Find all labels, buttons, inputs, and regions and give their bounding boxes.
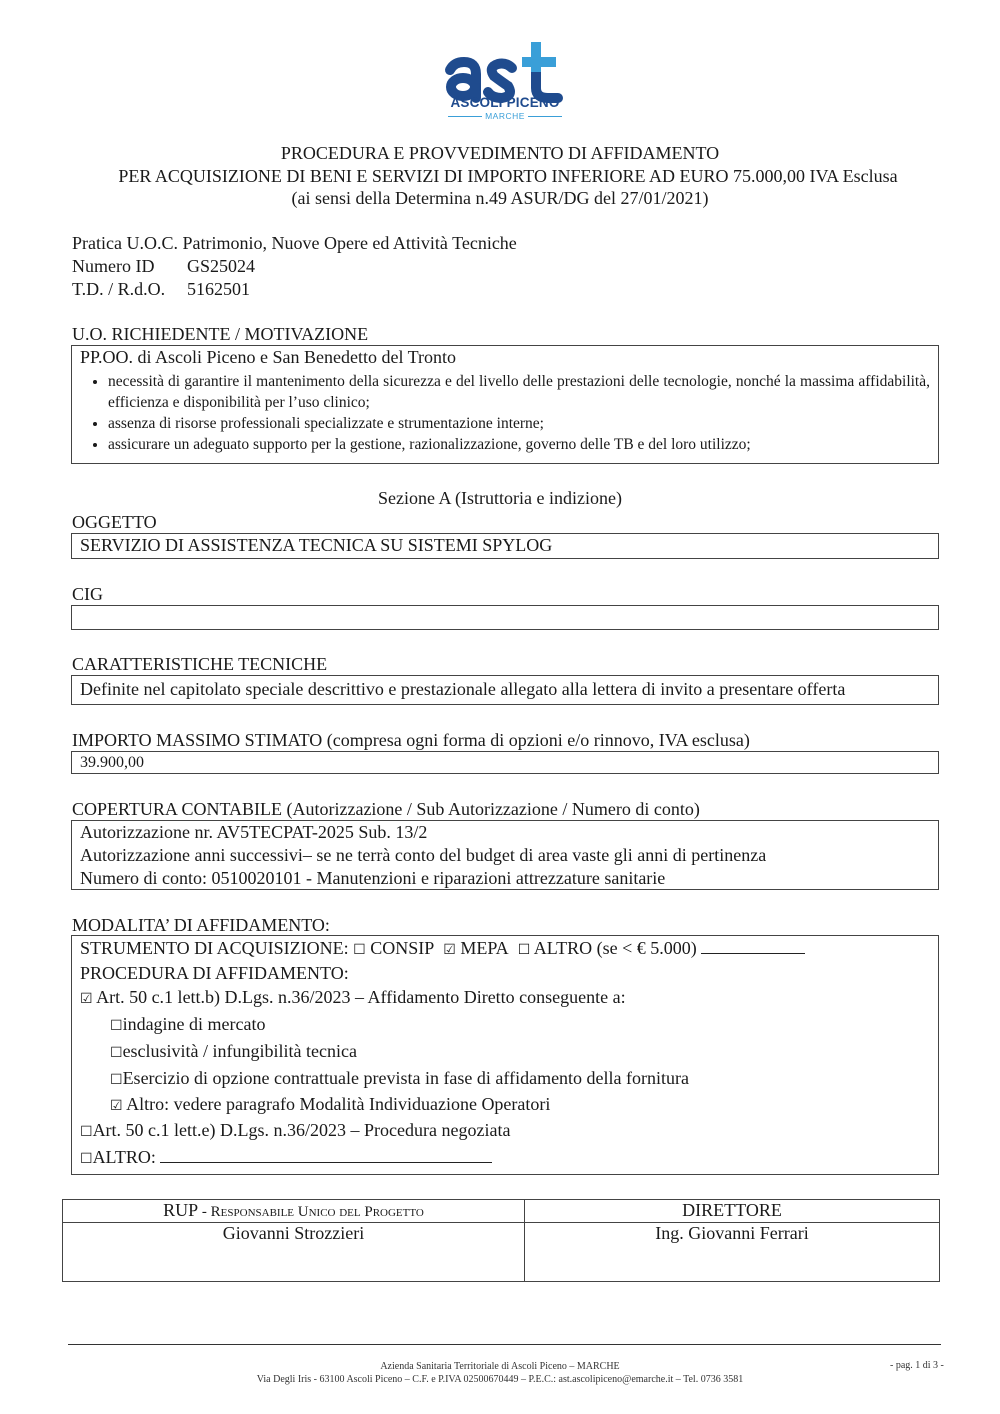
altro-sub-checkbox[interactable]: ☑: [110, 1098, 123, 1114]
pratica-info: [72, 232, 517, 301]
altro-sub-label: Altro: vedere paragrafo Modalità Individuazione Operatori: [126, 1094, 551, 1114]
logo-name: ASCOLI PICENO: [450, 95, 560, 110]
esercizio-label: Esercizio di opzione contrattuale prevista in fase di affidamento della fornitura: [122, 1068, 690, 1088]
rup-label: RUP: [163, 1200, 199, 1220]
direttore-name: Ing. Giovanni Ferrari: [525, 1223, 940, 1282]
numero-id-label: Numero ID: [72, 256, 155, 276]
mepa-checkbox[interactable]: ☑: [443, 942, 456, 958]
altro-strumento-label: ALTRO (se < € 5.000): [533, 938, 697, 958]
plus-cross-icon: [522, 42, 556, 72]
signature-table: [62, 1199, 940, 1282]
art-b-row: [72, 984, 938, 1012]
motivazione-list: [72, 371, 938, 455]
art-e-row: [72, 1118, 938, 1145]
indagine-label: indagine di mercato: [122, 1014, 266, 1034]
motivazione-bullet: • assenza di risorse professionali specializzate e strumentazione interne;: [108, 413, 938, 434]
footer-divider: [68, 1344, 941, 1345]
altro-strumento-blank[interactable]: [701, 939, 805, 954]
rup-name: Giovanni Strozzieri: [63, 1223, 525, 1282]
doc-title-line3: (ai sensi della Determina n.49 ASUR/DG del 27/01/2021): [291, 188, 709, 208]
oggetto-value: SERVIZIO DI ASSISTENZA TECNICA SU SISTEMI SPYLOG: [80, 535, 553, 555]
doc-title-line1: PROCEDURA E PROVVEDIMENTO DI AFFIDAMENTO: [280, 143, 720, 163]
td-value: 5162501: [187, 279, 250, 299]
ast-logo: [440, 25, 570, 125]
modalita-label: MODALITA’ DI AFFIDAMENTO:: [72, 915, 330, 935]
caratteristiche-value: Definite nel capitolato speciale descrittivo e prestazionale allegato alla lettera di invito a presentare offerta: [80, 679, 846, 699]
oggetto-label: OGGETTO: [72, 512, 157, 532]
doc-title-line2: PER ACQUISIZIONE DI BENI E SERVIZI DI IMPORTO INFERIORE AD EURO 75.000,00 IVA Esclusa: [118, 166, 898, 186]
footer-line1: Azienda Sanitaria Territoriale di Ascoli Piceno – MARCHE: [380, 1361, 620, 1372]
copertura-box: [71, 820, 939, 890]
cig-field[interactable]: [71, 605, 939, 630]
cig-label: CIG: [72, 584, 103, 604]
sub-option-row: [72, 1039, 938, 1066]
esclusivita-checkbox[interactable]: ☐: [110, 1045, 123, 1061]
pratica-text: Pratica U.O.C. Patrimonio, Nuove Opere ed Attività Tecniche: [72, 233, 517, 253]
section-title: Sezione A (Istruttoria e indizione): [378, 488, 622, 508]
sub-option-row: [72, 1012, 938, 1039]
art-b-label: Art. 50 c.1 lett.b) D.Lgs. n.36/2023 – Affidamento Diretto conseguente a:: [96, 987, 626, 1007]
caratteristiche-label: CARATTERISTICHE TECNICHE: [72, 654, 328, 674]
consip-checkbox[interactable]: ☐: [353, 942, 366, 958]
oggetto-field[interactable]: [71, 533, 939, 559]
numero-id-value: GS25024: [187, 256, 256, 276]
td-label: T.D. / R.d.O.: [72, 279, 166, 299]
footer-line2: Via Degli Iris - 63100 Ascoli Piceno – C.F. e P.IVA 02500670449 – P.E.C.: ast.ascolipiceno@emarche.it – Tel. 0736 3581: [256, 1374, 744, 1385]
importo-value: 39.900,00: [80, 754, 144, 771]
logo-region: MARCHE: [440, 111, 570, 121]
strumento-label: STRUMENTO DI ACQUISIZIONE:: [80, 938, 349, 958]
altro-blank[interactable]: [160, 1148, 492, 1163]
importo-label: IMPORTO MASSIMO STIMATO (compresa ogni forma di opzioni e/o rinnovo, IVA esclusa): [72, 730, 750, 750]
copertura-line: Numero di conto: 0510020101 - Manutenzioni e riparazioni attrezzature sanitarie: [80, 868, 666, 888]
footer: [0, 1360, 1000, 1386]
rup-header: [63, 1200, 525, 1223]
altro-row: [72, 1145, 938, 1172]
copertura-line: Autorizzazione nr. AV5TECPAT-2025 Sub. 13/2: [80, 822, 428, 842]
esclusivita-label: esclusività / infungibilità tecnica: [122, 1041, 357, 1061]
art-e-label: Art. 50 c.1 lett.e) D.Lgs. n.36/2023 – Procedura negoziata: [92, 1120, 511, 1140]
rup-label-sub: - Responsabile Unico del Progetto: [198, 1204, 424, 1220]
procedura-label: PROCEDURA DI AFFIDAMENTO:: [80, 963, 349, 983]
art-e-checkbox[interactable]: ☐: [80, 1124, 93, 1140]
modalita-box: [71, 935, 939, 1175]
copertura-line: Autorizzazione anni successivi– se ne terrà conto del budget di area vaste gli anni di pertinenza: [80, 845, 767, 865]
sub-option-row: [72, 1066, 938, 1093]
motivazione-label: U.O. RICHIEDENTE / MOTIVAZIONE: [72, 324, 369, 344]
mepa-label: MEPA: [460, 938, 509, 958]
sub-option-row: [72, 1093, 938, 1118]
altro-strumento-checkbox[interactable]: ☐: [517, 942, 531, 958]
motivazione-heading: PP.OO. di Ascoli Piceno e San Benedetto del Tronto: [80, 347, 457, 367]
caratteristiche-field[interactable]: [71, 675, 939, 705]
motivazione-bullet: • assicurare un adeguato supporto per la gestione, razionalizzazione, governo delle TB e del loro utilizzo;: [108, 434, 938, 455]
altro-label: ALTRO:: [92, 1147, 156, 1167]
strumento-row: [72, 936, 938, 963]
page-number: - pag. 1 di 3 -: [890, 1360, 944, 1371]
copertura-label: COPERTURA CONTABILE (Autorizzazione / Sub Autorizzazione / Numero di conto): [72, 799, 700, 819]
consip-label: CONSIP: [370, 938, 435, 958]
art-b-checkbox[interactable]: ☑: [80, 991, 93, 1007]
esercizio-checkbox[interactable]: ☐: [110, 1072, 123, 1088]
motivazione-bullet: • necessità di garantire il mantenimento della sicurezza e del livello delle prestazioni delle tecnologie, nonché la massima affidabilità, efficienza e disponibilità per l’uso clinico;: [108, 371, 938, 413]
indagine-checkbox[interactable]: ☐: [110, 1018, 123, 1034]
altro-checkbox[interactable]: ☐: [80, 1151, 93, 1167]
direttore-header: DIRETTORE: [525, 1200, 940, 1223]
importo-field[interactable]: [71, 751, 939, 774]
motivazione-box: [71, 345, 939, 464]
